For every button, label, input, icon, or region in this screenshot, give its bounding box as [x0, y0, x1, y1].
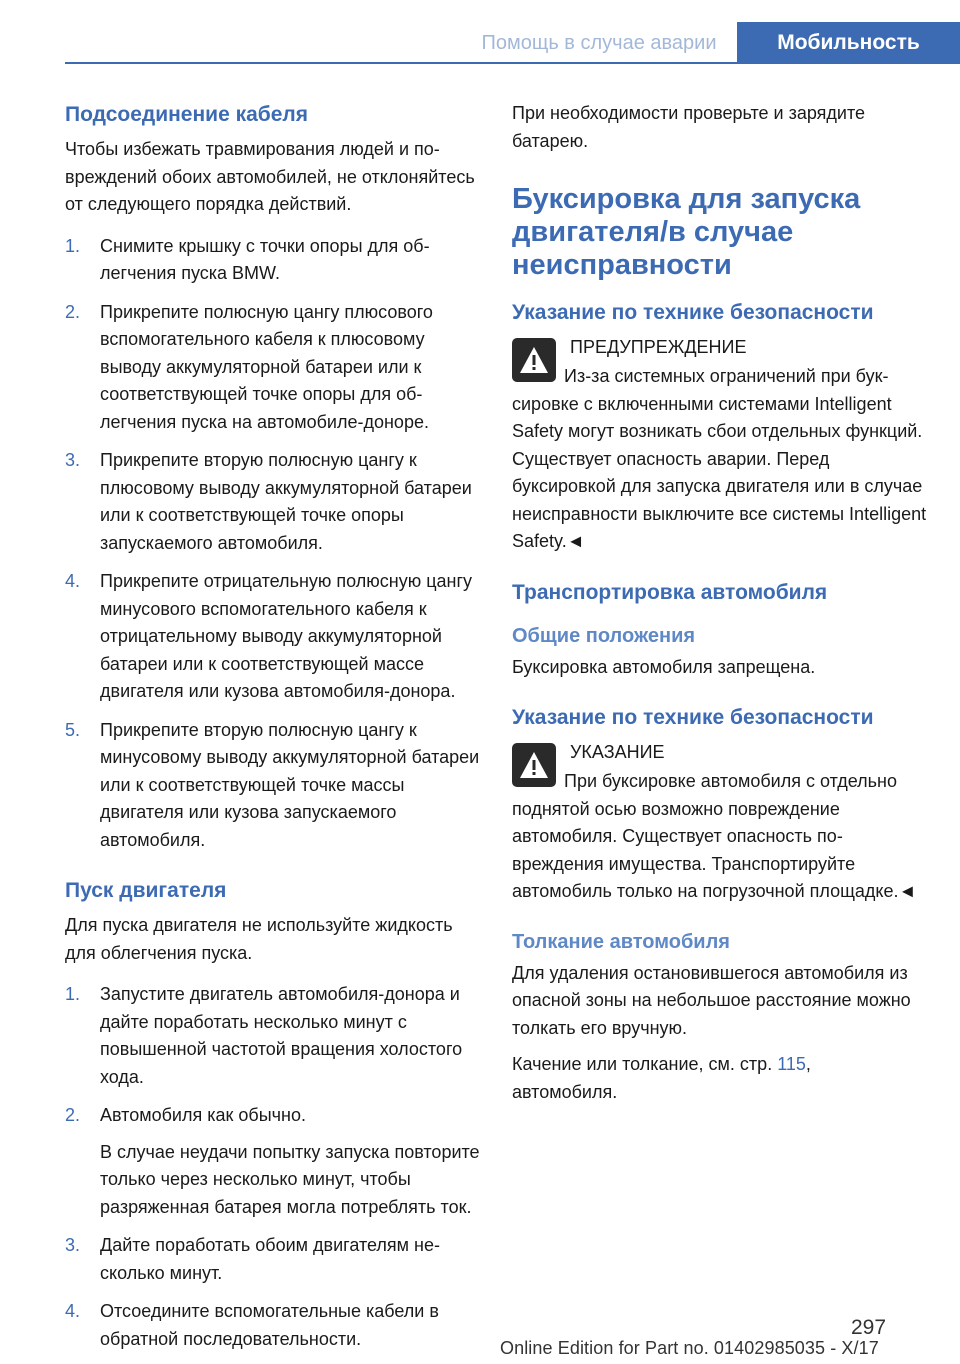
step-text: Прикрепите вторую полюсную цангу к минусовому выводу аккумуляторной батареи или к соответствующей точке массы двигателя или кузова запускаемого автомобиля.	[100, 719, 480, 850]
step-text: Прикрепите полюсную цангу плюсового вспомогательного кабеля к плюсовому выводу аккумуляторной батареи или к соответствующей точке опоры для облегчения пуска на автомобиле-доноре.	[100, 301, 433, 432]
step-number: 4.	[65, 571, 81, 591]
rock-reference	[512, 1051, 927, 1106]
push-heading: Толкание автомобиля	[512, 930, 730, 953]
rock-suffix: ,	[805, 1054, 811, 1074]
transport-heading: Транспортировка автомобиля	[512, 580, 828, 604]
step-extra-text: В случае неудачи попытку запуска повторите только через несколько минут, чтобы разряженная батарея могла потреблять ток.	[100, 1141, 480, 1217]
engine-heading: Пуск двигателя	[65, 879, 227, 902]
general-heading: Общие положения	[512, 624, 696, 647]
notice-label: УКАЗАНИЕ	[570, 742, 665, 762]
safety-heading-1: Указание по технике безопасности	[512, 301, 874, 324]
step-text: Отсоедините вспомогательные кабели в обратной последовательности.	[100, 1301, 439, 1349]
step-text: Прикрепите вторую полюсную цангу к плюсовому выводу аккумуляторной батареи или к соответствующей точке опоры запускаемого автомобиля.	[100, 450, 472, 553]
header-chapter-tab: Мобильность	[737, 22, 960, 64]
general-text: Буксировка автомобиля запрещена.	[512, 656, 816, 677]
list-item	[65, 447, 480, 557]
list-item	[65, 981, 480, 1091]
cable-steps-list	[65, 233, 480, 855]
left-column	[65, 100, 480, 1364]
step-text: Запустите двигатель автомобиля-донора и дайте поработать несколько минут с повышенной частотой вращения холостого хода.	[100, 984, 463, 1087]
warning-text: Из-за системных ограничений при буксировке с включенными системами Intelligent Safety могут возникать сбои отдельных функций. Существует опасность аварии. Перед буксировкой для запуска двигателя или в случае неисправности выключите все системы Intelligent Safety.◄	[512, 366, 927, 551]
list-item	[65, 299, 480, 437]
push-text: Для удаления остановившегося автомобиля из опасной зоны на небольшое расстояние можно толкать его вручную.	[512, 962, 911, 1038]
warning-triangle-icon	[512, 338, 556, 382]
step-text: Снимите крышку с точки опоры для облегчения пуска BMW.	[100, 235, 430, 283]
engine-steps-list	[65, 981, 480, 1353]
header-section-title: Помощь в случае аварии	[481, 32, 717, 54]
battery-note: При необходимости проверьте и зарядите батарею.	[512, 103, 865, 151]
list-item	[65, 233, 480, 288]
step-text: Дайте поработать обоим двигателям несколько минут.	[100, 1235, 440, 1283]
step-text: Прикрепите отрицательную полюсную цангу минусового вспомогательного кабеля к отрицательному выводу аккумуляторной батареи или к соответствующей массе двигателя или кузова автомобиля-донора.	[100, 571, 473, 701]
cable-heading: Подсоединение кабеля	[65, 103, 309, 126]
list-item	[65, 1298, 480, 1353]
step-number: 2.	[65, 301, 81, 322]
page-number: 297	[851, 1316, 887, 1339]
engine-intro: Для пуска двигателя не используйте жидкость для облегчения пуска.	[65, 915, 453, 963]
step-number: 4.	[65, 1301, 81, 1321]
cable-intro: Чтобы избежать травмирования людей и повреждений обоих автомобилей, не отклоняйтесь от следующего порядка действий.	[65, 139, 475, 214]
step-number: 5.	[65, 719, 81, 740]
header-rule	[65, 62, 960, 64]
notice-text: При буксировке автомобиля с отдельно поднятой осью возможно повреждение автомобиля. Существует опасность повреждения имущества. Транспортируйте автомобиль только на погрузочной площадке.◄	[512, 771, 917, 901]
list-item	[65, 717, 480, 855]
page-link-115[interactable]: 115	[777, 1054, 806, 1074]
step-number: 3.	[65, 1235, 81, 1255]
warning-triangle-icon	[512, 743, 556, 787]
rock-line2: автомобиля.	[512, 1081, 618, 1102]
list-item	[65, 568, 480, 706]
tow-title: Буксировка для запуска двигателя/в случае неисправности	[512, 183, 861, 281]
step-number: 3.	[65, 450, 81, 470]
safety-heading-2: Указание по технике безопасности	[512, 706, 874, 729]
right-column	[512, 100, 927, 1106]
step-number: 1.	[65, 235, 81, 256]
rock-prefix: Качение или толкание, см. стр.	[512, 1054, 773, 1074]
footer-edition: Online Edition for Part no. 01402985035 - X/17	[500, 1338, 879, 1358]
step-number: 1.	[65, 984, 81, 1004]
list-item	[65, 1232, 480, 1287]
step-number: 2.	[65, 1105, 81, 1125]
warning-label: ПРЕДУПРЕЖДЕНИЕ	[570, 337, 747, 357]
step-text: Автомобиля как обычно.	[100, 1105, 306, 1125]
list-item	[65, 1102, 480, 1221]
